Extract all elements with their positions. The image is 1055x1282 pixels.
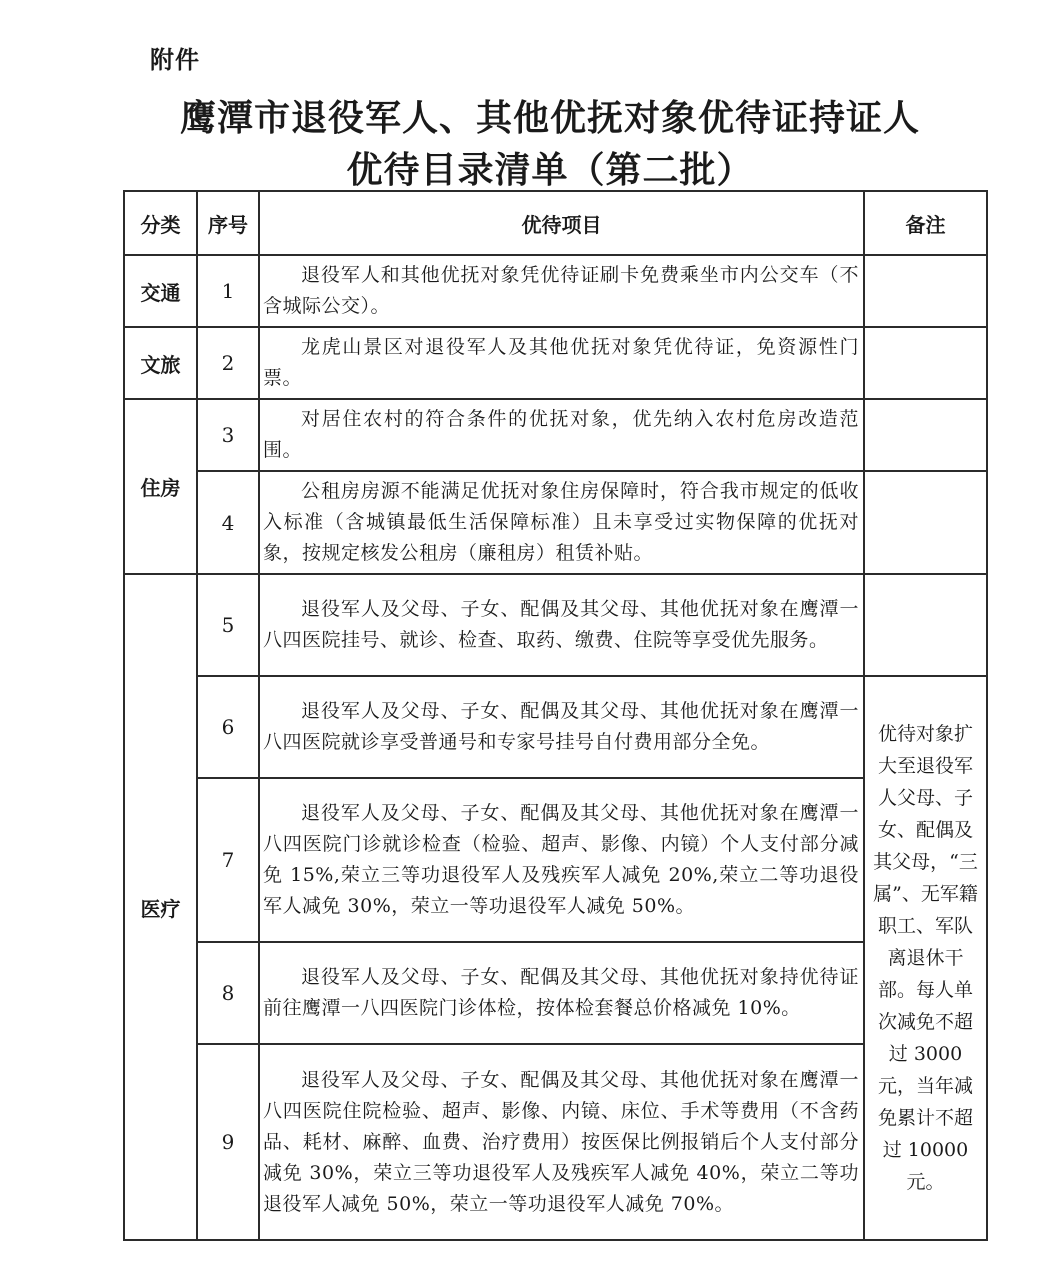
table-row [124, 399, 987, 471]
row-item-text: 退役军人和其他优抚对象凭优待证刷卡免费乘坐市内公交车（不含城际公交）。 [259, 255, 864, 327]
table-row [124, 676, 987, 778]
header-item: 优待项目 [259, 191, 864, 255]
table-row [124, 471, 987, 574]
row-note-empty [864, 471, 987, 574]
attachment-label: 附件 [150, 46, 200, 74]
header-note: 备注 [864, 191, 987, 255]
row-number: 3 [197, 399, 259, 471]
row-item-text: 退役军人及父母、子女、配偶及其父母、其他优抚对象持优待证前往鹰潭一八四医院门诊体检，按体检套餐总价格减免 10%。 [259, 942, 864, 1044]
row-item-text: 退役军人及父母、子女、配偶及其父母、其他优抚对象在鹰潭一八四医院住院检验、超声、影像、内镜、床位、手术等费用（不含药品、耗材、麻醉、血费、治疗费用）按医保比例报销后个人支付部分减免 30%，荣立三等功退役军人及残疾军人减免 40%，荣立二等功退役军人减免 50%，荣立一等功退役军人减免 70%。 [259, 1044, 864, 1240]
row-note-empty [864, 574, 987, 676]
medical-note: 优待对象扩大至退役军人父母、子女、配偶及其父母，“三属”、无军籍职工、军队离退休干部。每人单次减免不超过 3000 元，当年减免累计不超过 10000 元。 [864, 676, 987, 1240]
table-row [124, 778, 987, 942]
document-title-line2: 优待目录清单（第二批） [346, 149, 754, 191]
table-row [124, 255, 987, 327]
benefits-table [123, 190, 988, 1241]
row-note-empty [864, 399, 987, 471]
row-number: 7 [197, 778, 259, 942]
row-number: 5 [197, 574, 259, 676]
row-number: 4 [197, 471, 259, 574]
row-item-text: 退役军人及父母、子女、配偶及其父母、其他优抚对象在鹰潭一八四医院门诊就诊检查（检验、超声、影像、内镜）个人支付部分减免 15%,荣立三等功退役军人及残疾军人减免 20%,荣立二等功退役军人减免 30%，荣立一等功退役军人减免 50%。 [259, 778, 864, 942]
row-item-text: 公租房房源不能满足优抚对象住房保障时，符合我市规定的低收入标准（含城镇最低生活保障标准）且未享受过实物保障的优抚对象，按规定核发公租房（廉租房）租赁补贴。 [259, 471, 864, 574]
header-number: 序号 [197, 191, 259, 255]
category-medical: 医疗 [124, 574, 197, 1240]
row-number: 9 [197, 1044, 259, 1240]
header-category: 分类 [124, 191, 197, 255]
row-number: 6 [197, 676, 259, 778]
document-title-line1: 鹰潭市退役军人、其他优抚对象优待证持证人 [179, 97, 920, 139]
row-number: 1 [197, 255, 259, 327]
table-row [124, 327, 987, 399]
category-transport: 交通 [124, 255, 197, 327]
row-note-empty [864, 327, 987, 399]
category-housing: 住房 [124, 399, 197, 574]
row-number: 2 [197, 327, 259, 399]
table-row [124, 942, 987, 1044]
row-item-text: 对居住农村的符合条件的优抚对象，优先纳入农村危房改造范围。 [259, 399, 864, 471]
row-item-text: 退役军人及父母、子女、配偶及其父母、其他优抚对象在鹰潭一八四医院就诊享受普通号和专家号挂号自付费用部分全免。 [259, 676, 864, 778]
row-item-text: 退役军人及父母、子女、配偶及其父母、其他优抚对象在鹰潭一八四医院挂号、就诊、检查、取药、缴费、住院等享受优先服务。 [259, 574, 864, 676]
row-item-text: 龙虎山景区对退役军人及其他优抚对象凭优待证，免资源性门票。 [259, 327, 864, 399]
category-culture-tourism: 文旅 [124, 327, 197, 399]
row-number: 8 [197, 942, 259, 1044]
table-row [124, 574, 987, 676]
table-header-row [124, 191, 987, 255]
row-note-empty [864, 255, 987, 327]
table-row [124, 1044, 987, 1240]
